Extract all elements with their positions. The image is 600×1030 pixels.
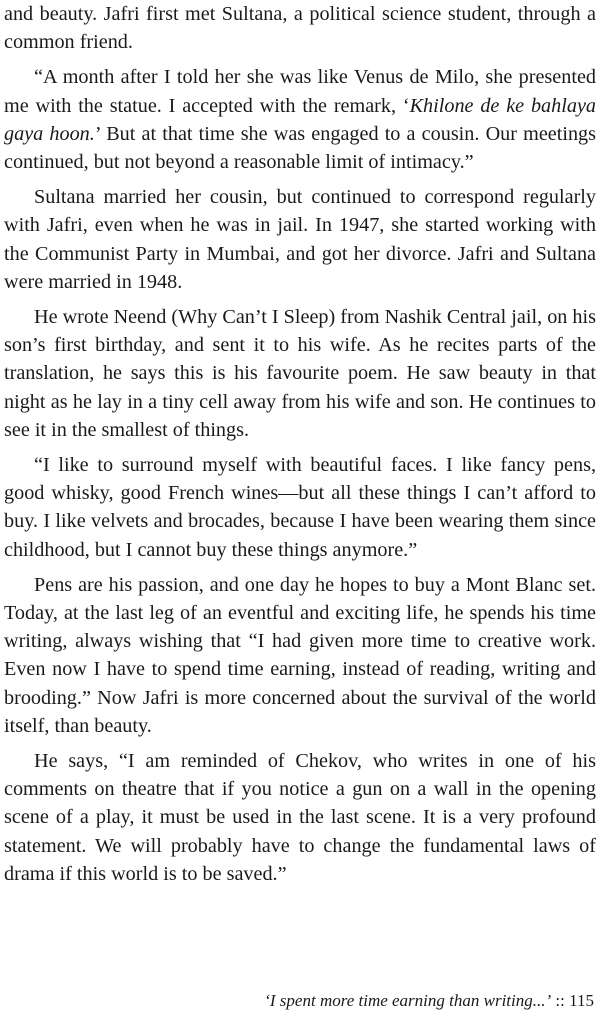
running-title: ‘I spent more time earning than writing...’ xyxy=(264,991,552,1010)
paragraph-2 xyxy=(4,63,596,176)
paragraph-6: Pens are his passion, and one day he hopes to buy a Mont Blanc set. Today, at the last leg of an eventful and exciting life, he spends his time writing, always wishing that “I had given more time to creative work. Even now I have to spend time earning, instead of reading, writing and brooding.” Now Jafri is more concerned about the survival of the world itself, than beauty. xyxy=(4,573,596,737)
page-footer xyxy=(264,990,594,1012)
paragraph-4: He wrote Neend (Why Can’t I Sleep) from Nashik Central jail, on his son’s first birthday, and sent it to his wife. As he recites parts of the translation, he says this is his favourite poem. He saw beauty in that night as he lay in a tiny cell away from his wife and son. He continues to see it in the smallest of things. xyxy=(4,306,596,441)
paragraph-3: Sultana married her cousin, but continued to correspond regularly with Jafri, even when he was in jail. In 1947, she started working with the Communist Party in Mumbai, and got her divorce. Jafri and Sultana were married in 1948. xyxy=(4,186,596,293)
footer-separator: :: xyxy=(555,991,565,1010)
paragraph-7: He says, “I am reminded of Chekov, who writes in one of his comments on theatre that if you notice a gun on a wall in the opening scene of a play, it must be used in the last scene. It is a very profound statement. We will probably have to change the fundamental laws of drama if this world is to be saved.” xyxy=(4,750,596,885)
paragraph-2-quote-italic: Khilone de ke bahlaya gaya hoon. xyxy=(4,94,597,145)
page-number: 115 xyxy=(569,991,594,1010)
paragraph-2-end: ’ But at that time she was engaged to a cousin. Our meetings continued, but not beyond a reasonable limit of intimacy.” xyxy=(4,122,596,174)
paragraph-2-start: “A month after I told her she was like Venus de Milo, she presented me with the statue. I accepted with the remark, ‘ xyxy=(4,66,596,117)
book-page xyxy=(4,0,596,888)
paragraph-5: “I like to surround myself with beautiful faces. I like fancy pens, good whisky, good French wines—but all these things I can’t afford to buy. I like velvets and brocades, because I have been wearing them since childhood, but I cannot buy these things anymore.” xyxy=(4,454,596,561)
paragraph-1: and beauty. Jafri first met Sultana, a political science student, through a common friend. xyxy=(4,3,596,54)
